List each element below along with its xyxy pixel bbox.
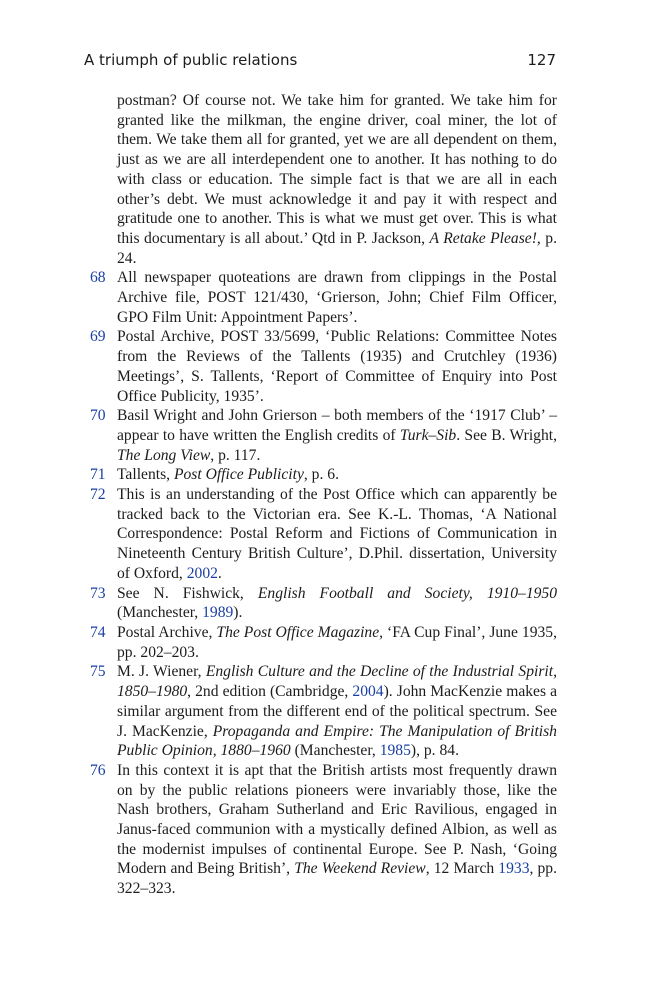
- note-73: [90, 584, 557, 623]
- continuation-title: A Retake Please!: [429, 229, 537, 247]
- note-number-link[interactable]: 75: [90, 663, 106, 681]
- year-link[interactable]: 1989: [202, 604, 234, 622]
- note-text: , 12 March: [425, 860, 499, 878]
- note-70: [90, 406, 557, 465]
- note-text: (Manchester,: [117, 604, 203, 622]
- note-text: All newspaper quoteations are drawn from clippings in the Postal Archive file, POST 121/430, ‘Grierson, John; Chief Film Officer, GPO Film Unit: Appointment Papers’.: [117, 269, 557, 326]
- note-text: , 2nd edition (Cambridge,: [187, 683, 353, 701]
- note-75: [90, 662, 557, 761]
- year-link[interactable]: 1933: [498, 860, 530, 878]
- note-text: , pp. 322–323.: [117, 860, 558, 898]
- note-67-continuation: [90, 91, 557, 268]
- periodical-title: The Weekend Review: [294, 860, 426, 878]
- note-text: , p. 6.: [303, 466, 339, 484]
- note-number-link[interactable]: 74: [90, 623, 106, 641]
- note-text: ), p. 84.: [410, 742, 459, 760]
- note-text: Postal Archive,: [117, 623, 217, 641]
- note-text: See N. Fishwick,: [117, 584, 258, 602]
- note-text: ).: [233, 604, 243, 622]
- note-74: [90, 623, 557, 662]
- note-69: [90, 327, 557, 406]
- note-text: , ‘FA Cup Final’, June 1935, pp. 202–203.: [117, 623, 557, 661]
- note-text: (Manchester,: [290, 742, 380, 760]
- note-72: [90, 485, 557, 584]
- note-number-link[interactable]: 73: [90, 584, 106, 602]
- running-title: A triumph of public relations: [84, 51, 298, 69]
- note-68: [90, 268, 557, 327]
- note-number-link[interactable]: 72: [90, 486, 106, 504]
- note-text: Postal Archive, POST 33/5699, ‘Public Relations: Committee Notes from the Reviews of the Tallents (1935) and Crutchley (1936) Meetings’, S. Tallents, ‘Report of Committee of Enquiry into Post Office Publicity, 1935’.: [117, 328, 557, 405]
- year-link[interactable]: 2002: [186, 564, 218, 582]
- note-text: Tallents,: [117, 466, 174, 484]
- note-number-link[interactable]: 71: [90, 466, 106, 484]
- note-76: [90, 761, 557, 899]
- note-text: ). John MacKenzie makes a similar argument from the different end of the political spectrum. See J. MacKenzie,: [117, 683, 558, 740]
- note-text: . See B. Wright,: [456, 426, 557, 444]
- magazine-title: The Post Office Magazine: [216, 623, 380, 641]
- continuation-text: postman? Of course not. We take him for granted. We take him for granted like the milkman, the engine driver, coal miner, the lot of them. We take them all for granted, yet we are all dependent on them, just as we are all interdependent one to another. It has nothing to do with class or education. The simple fact is that we are all in each other’s debt. We must acknowledge it and pay it with respect and gratitude one to another. This is what we must get over. This is what this documentary is all about.’ Qtd in P. Jackson,: [117, 92, 557, 247]
- note-text: In this context it is apt that the British artists most frequently drawn on by the public relations pioneers were invariably those, like the Nash brothers, Graham Sutherland and Eric Ravilious, engaged in Janus-faced communion with a mystically defined Albion, as well as the modernist impulses of continental Europe. See P. Nash, ‘Going Modern and Being British’,: [117, 761, 557, 878]
- year-link[interactable]: 2004: [352, 683, 384, 701]
- note-text: This is an understanding of the Post Office which can apparently be tracked back to the Victorian era. See K.-L. Thomas, ‘A National Correspondence: Postal Reform and Fictions of Communication in Nineteenth Century British Culture’, D.Phil. dissertation, University of Oxford,: [117, 486, 557, 582]
- endnotes-list: [90, 91, 557, 899]
- note-number-link[interactable]: 69: [90, 328, 106, 346]
- note-number-link[interactable]: 70: [90, 407, 106, 425]
- page-number: 127: [527, 51, 556, 69]
- book-title: English Football and Society, 1910–1950: [257, 584, 558, 602]
- note-text: .: [217, 564, 222, 582]
- book-title: English Culture and the Decline of the Industrial Spirit, 1850–1980: [117, 663, 557, 701]
- year-link[interactable]: 1985: [379, 742, 411, 760]
- book-title: The Long View: [117, 446, 211, 464]
- note-71: [90, 465, 557, 485]
- note-text: , p. 117.: [210, 446, 261, 464]
- note-text: M. J. Wiener,: [117, 663, 206, 681]
- note-text: Basil Wright and John Grierson – both members of the ‘1917 Club’ – appear to have written the English credits of: [117, 407, 557, 444]
- continuation-after: , p. 24.: [117, 229, 558, 267]
- film-title: Turk–Sib: [399, 426, 457, 444]
- book-title: Propaganda and Empire: The Manipulation of British Public Opinion, 1880–1960: [117, 722, 557, 760]
- note-number-link[interactable]: 76: [90, 761, 106, 779]
- note-number-link[interactable]: 68: [90, 269, 106, 287]
- book-title: Post Office Publicity: [173, 466, 304, 484]
